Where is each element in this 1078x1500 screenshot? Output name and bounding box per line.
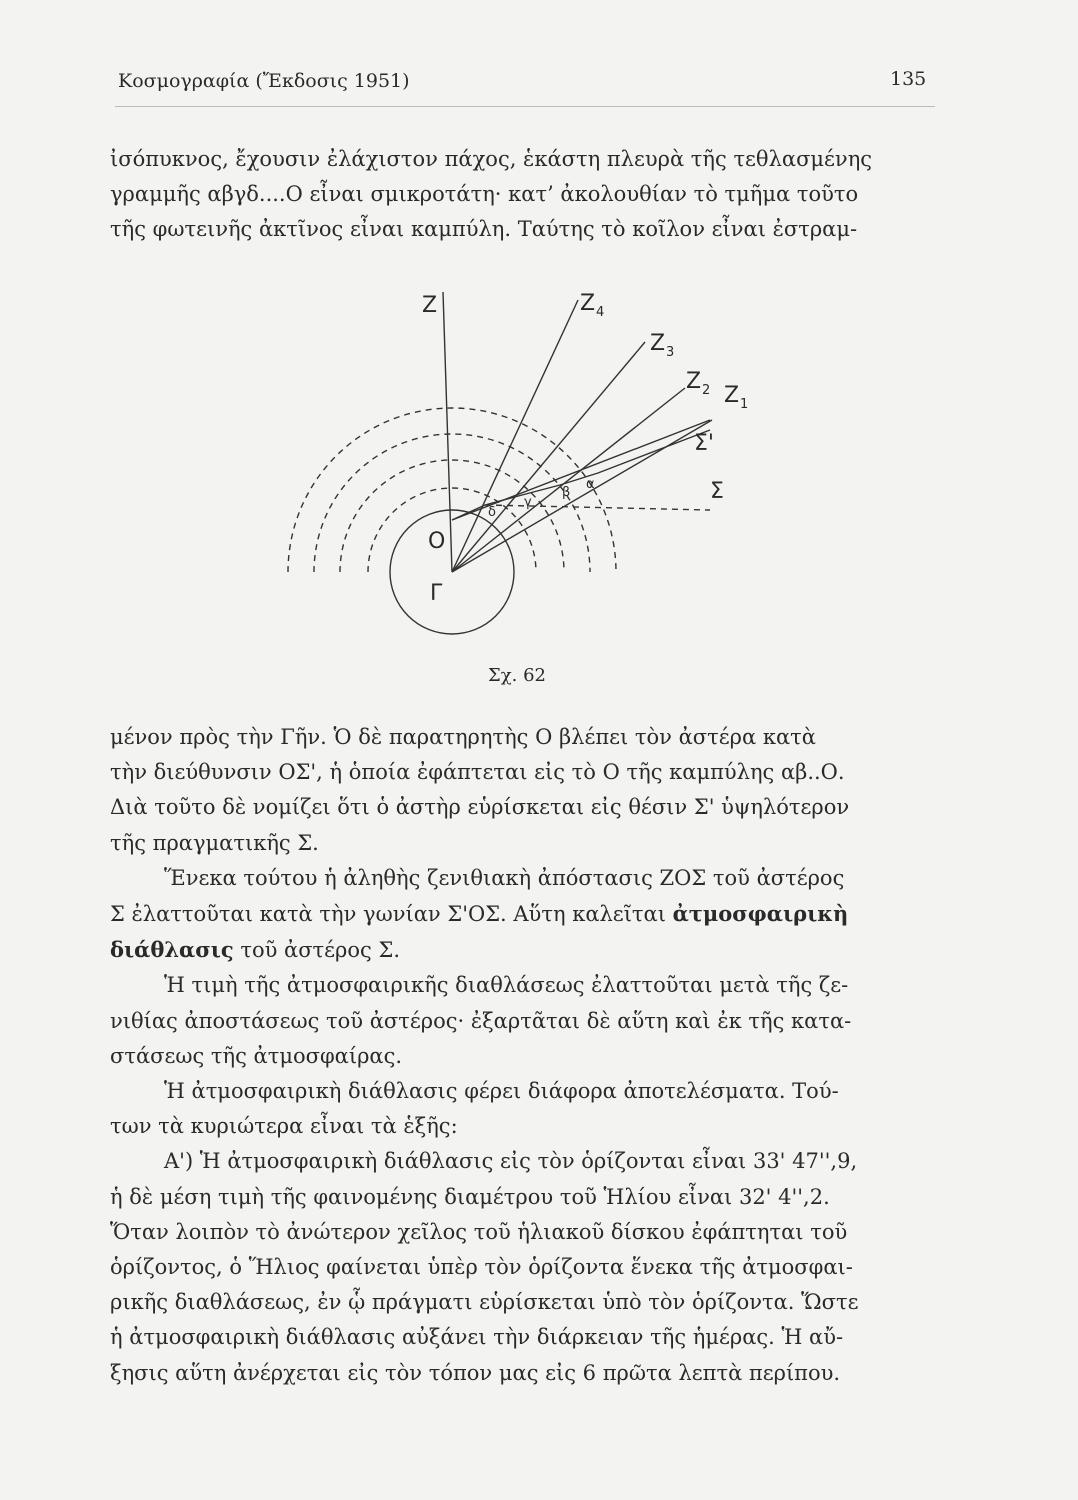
label-beta: β [562,485,571,500]
text-line: ἡ δὲ μέση τιμὴ τῆς φαινομένης διαμέτρου τοῦ Ἡλίου εἶναι 32' 4'',2. [110,1184,830,1209]
label-z3: Z [650,331,666,356]
bold-term: διάθλασις [110,937,234,963]
label-z1: Z [724,383,740,408]
label-gamma-small: γ [524,495,532,510]
text-line [110,932,948,968]
text-line: τῆς πραγματικῆς Σ. [110,830,319,855]
true-direction-dashed [485,505,710,510]
text-line: των τὰ κυριώτερα εἶναι τὰ ἑξῆς: [110,1114,458,1139]
text-line: μένον πρὸς τὴν Γῆν. Ὁ δὲ παρατηρητὴς Ο βλέπει τὸν ἀστέρα κατὰ [110,725,816,749]
top-paragraph [110,142,948,248]
body-text [110,720,948,1391]
text-line: Ἕνεκα τούτου ἡ ἀληθὴς ζενιθιακὴ ἀπόστασις ΖΟΣ τοῦ ἀστέρος [164,865,845,890]
label-z: Z [422,293,438,318]
text-line: Διὰ τοῦτο δὲ νομίζει ὅτι ὁ ἀστὴρ εὑρίσκεται εἰς θέσιν Σ' ὑψηλότερον [110,795,850,820]
header-rule [115,106,935,107]
label-z4-sub: 4 [596,305,605,320]
text-line: Α') Ἡ ἀτμοσφαιρικὴ διάθλασις εἰς τὸν ὁρίζονται εἶναι 33' 47'',9, [164,1149,858,1174]
page-number: 135 [890,68,927,90]
label-alpha: α [586,477,595,492]
text-line: τῆς φωτεινῆς ἀκτῖνος εἶναι καμπύλη. Ταύτης τὸ κοῖλον εἶναι ἐστραμ- [110,217,858,242]
text-line: νιθίας ἀποστάσεως τοῦ ἀστέρος· ἐξαρτᾶται δὲ αὕτη καὶ ἐκ τῆς κατα- [110,1008,852,1033]
label-gamma: Γ [430,581,443,606]
bold-term: ἀτμοσφαιρικὴ [672,901,849,927]
text-line: στάσεως τῆς ἀτμοσφαίρας. [110,1043,403,1068]
text-run: τοῦ ἀστέρος Σ. [233,938,400,963]
text-line: γραμμῆς αβγδ....Ο εἶναι σμικροτάτη· κατ’ ἀκολουθίαν τὸ τμῆμα τοῦτο [110,182,859,207]
text-line: Ἡ τιμὴ τῆς ἀτμοσφαιρικῆς διαθλάσεως ἐλαττοῦται μετὰ τῆς ζε- [164,973,849,998]
text-line: ρικῆς διαθλάσεως, ἐν ᾧ πράγματι εὑρίσκεται ὑπὸ τὸν ὁρίζοντα. Ὥστε [110,1290,859,1315]
label-delta: δ [488,505,496,520]
refraction-diagram [280,270,780,650]
running-title: Κοσμογραφία (Ἔκδοσις 1951) [118,70,410,92]
line-z1 [452,420,712,572]
text-run: Σ ἐλαττοῦται κατὰ τὴν γωνίαν Σ'ΟΣ. Αὕτη καλεῖται [110,902,673,927]
label-sigma-prime: Σ' [694,431,714,456]
text-line: Ὅταν λοιπὸν τὸ ἀνώτερον χεῖλος τοῦ ἡλιακοῦ δίσκου ἐφάπτηται τοῦ [110,1219,848,1244]
text-line: ξησις αὕτη ἀνέρχεται εἰς τὸν τόπον μας εἰς 6 πρῶτα λεπτὰ περίπου. [110,1360,841,1385]
label-z2: Z [686,369,702,394]
text-line: Ἡ ἀτμοσφαιρικὴ διάθλασις φέρει διάφορα ἀποτελέσματα. Τού- [164,1079,839,1104]
label-z3-sub: 3 [666,345,675,360]
text-line: ἰσόπυκνος, ἔχουσιν ἐλάχιστον πάχος, ἑκάστη πλευρὰ τῆς τεθλασμένης [110,147,873,171]
label-z1-sub: 1 [740,397,749,412]
figure-caption: Σχ. 62 [488,665,546,686]
text-line: ὁρίζοντος, ὁ Ἥλιος φαίνεται ὑπὲρ τὸν ὁρίζοντα ἕνεκα τῆς ἀτμοσφαι- [110,1255,853,1280]
text-line: τὴν διεύθυνσιν ΟΣ', ἡ ὁποία ἐφάπτεται εἰς τὸ Ο τῆς καμπύλης αβ..Ο. [110,760,845,785]
label-z2-sub: 2 [702,383,711,398]
line-z2 [452,388,685,572]
label-sigma: Σ [710,479,724,504]
text-line: ἡ ἀτμοσφαιρικὴ διάθλασις αὐξάνει τὴν διάρκειαν τῆς ἡμέρας. Ἡ αὔ- [110,1325,844,1350]
text-line [110,896,948,932]
label-z4: Z [580,291,596,316]
label-o: O [428,529,446,554]
